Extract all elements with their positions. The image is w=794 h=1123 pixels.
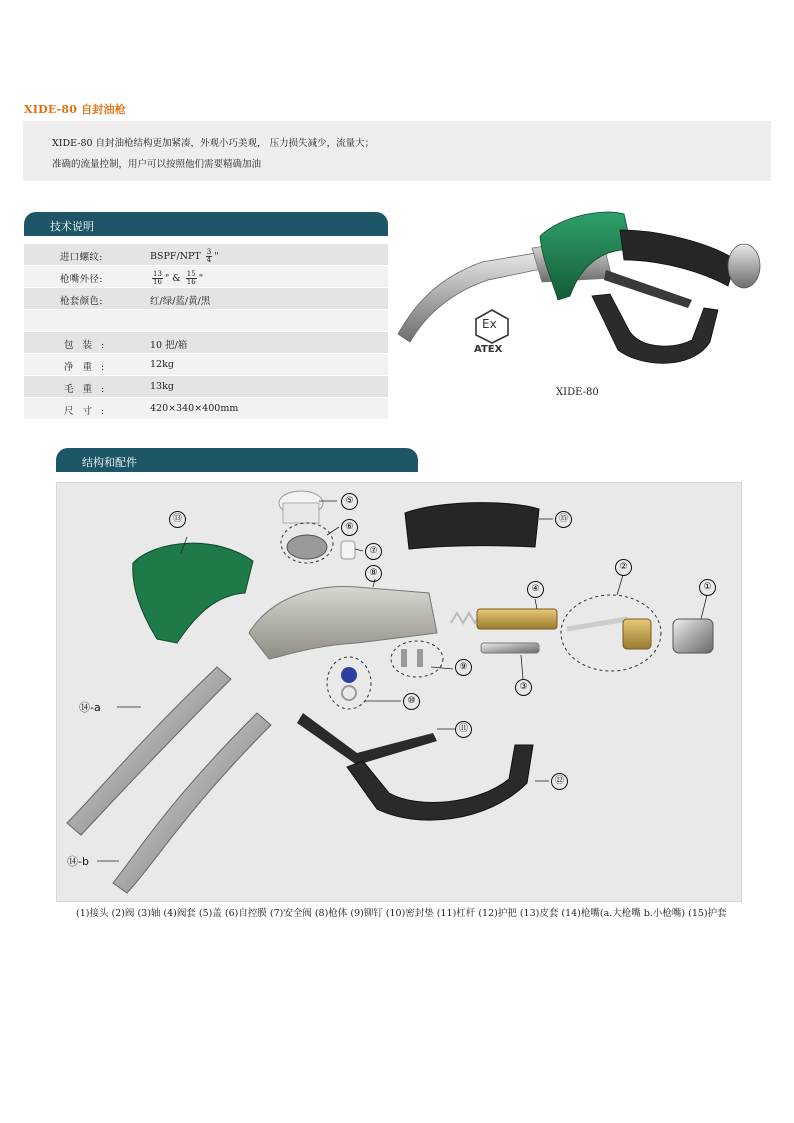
spec-label: 枪套颜色: — [60, 296, 103, 307]
callout-number: ⑪ — [455, 721, 472, 738]
callout-14a: ⑭-a — [79, 701, 101, 714]
callout-11 — [455, 721, 472, 738]
spec-value: 10 把/箱 — [150, 340, 188, 351]
spec-row-net-weight — [24, 354, 388, 376]
fraction-denominator: 16 — [186, 278, 196, 286]
callout-9 — [455, 659, 472, 676]
spec-suffix: " — [198, 273, 204, 284]
callout-number: ⑤ — [341, 493, 358, 510]
spec-label: 毛重: — [64, 384, 114, 395]
callout-10 — [403, 693, 420, 710]
callout-number: ⑮ — [555, 511, 572, 528]
fraction — [152, 271, 163, 286]
page-title: XIDE-80 自封油枪 — [24, 103, 126, 116]
fraction-denominator: 16 — [153, 278, 162, 286]
callout-15 — [555, 511, 572, 528]
parts-exploded-view — [56, 482, 742, 902]
callout-1 — [699, 579, 716, 596]
callout-14b: ⑭-b — [67, 855, 89, 868]
fraction-denominator: 4 — [206, 256, 212, 264]
parts-section-header — [56, 448, 418, 472]
fraction-numerator: 3 — [206, 248, 212, 256]
callout-number: ⑨ — [455, 659, 472, 676]
spec-value: 13kg — [150, 381, 174, 392]
fraction-numerator: 15 — [186, 270, 196, 278]
spec-label: 枪嘴外径: — [60, 274, 103, 285]
spec-value: 12kg — [150, 359, 174, 370]
callout-7 — [365, 543, 382, 560]
callout-6 — [341, 519, 358, 536]
callout-number: ⑦ — [365, 543, 382, 560]
fraction-numerator: 13 — [153, 270, 162, 278]
spec-row-packing — [24, 332, 388, 354]
spec-section-header — [24, 212, 388, 236]
spec-table — [24, 244, 388, 420]
figure-caption: XIDE-80 — [556, 387, 599, 398]
parts-section-title: 结构和配件 — [82, 456, 137, 469]
spec-value: 红/绿/蓝/黄/黑 — [150, 296, 211, 307]
spec-label: 包装: — [64, 340, 114, 351]
callout-number: ③ — [515, 679, 532, 696]
fraction — [206, 249, 212, 264]
spec-label: 净重: — [64, 362, 114, 373]
spec-row-spout-diameter — [24, 266, 388, 288]
callout-number: ⑩ — [403, 693, 420, 710]
callout-4 — [527, 581, 544, 598]
spec-label: 进口螺纹: — [60, 252, 103, 263]
spec-value-text: BSPF/NPT — [150, 251, 201, 262]
spec-value — [150, 249, 219, 264]
ex-text: Ex — [482, 317, 497, 331]
callout-13 — [169, 511, 186, 528]
callout-5 — [341, 493, 358, 510]
description-line-2: 准确的流量控制，用户可以按照他们需要精确加油 — [52, 159, 262, 170]
spec-row-dimensions — [24, 398, 388, 420]
callout-12 — [551, 773, 568, 790]
fraction — [186, 271, 197, 286]
description-line-1: XIDE-80 自封油枪结构更加紧凑，外观小巧美观， 压力损失减少，流量大； — [52, 138, 375, 149]
description-box — [23, 121, 771, 181]
spec-row-inlet-thread — [24, 244, 388, 266]
parts-illustration — [57, 483, 741, 901]
callout-number: ⑧ — [365, 565, 382, 582]
callout-3 — [515, 679, 532, 696]
callout-number: ① — [699, 579, 716, 596]
nozzle-product-image — [392, 200, 772, 380]
parts-legend: (1)接头 (2)阀 (3)轴 (4)阀套 (5)盖 (6)自控膜 (7)安全阀 (8)枪体 (9)铆钉 (10)密封垫 (11)杠杆 (12)护把 (13)皮套 (14)枪嘴(a.大枪嘴 b.小枪嘴) (15)护套 — [76, 908, 727, 919]
spec-mid: " & — [164, 273, 184, 284]
atex-label: ATEX — [474, 344, 503, 355]
spec-row-empty — [24, 310, 388, 332]
atex-mark — [472, 308, 512, 358]
nozzle-illustration — [392, 200, 772, 380]
spec-row-boot-color — [24, 288, 388, 310]
callout-8 — [365, 565, 382, 582]
spec-label: 尺寸: — [64, 406, 114, 417]
callout-number: ⑥ — [341, 519, 358, 536]
callout-number: ④ — [527, 581, 544, 598]
spec-row-gross-weight — [24, 376, 388, 398]
spec-suffix: " — [214, 251, 219, 262]
spec-value: 420×340×400mm — [150, 403, 239, 414]
callout-number: ⑫ — [551, 773, 568, 790]
spec-section-title: 技术说明 — [50, 220, 94, 233]
callout-number: ⑬ — [169, 511, 186, 528]
spec-value — [150, 271, 203, 286]
callout-2 — [615, 559, 632, 576]
callout-number: ② — [615, 559, 632, 576]
